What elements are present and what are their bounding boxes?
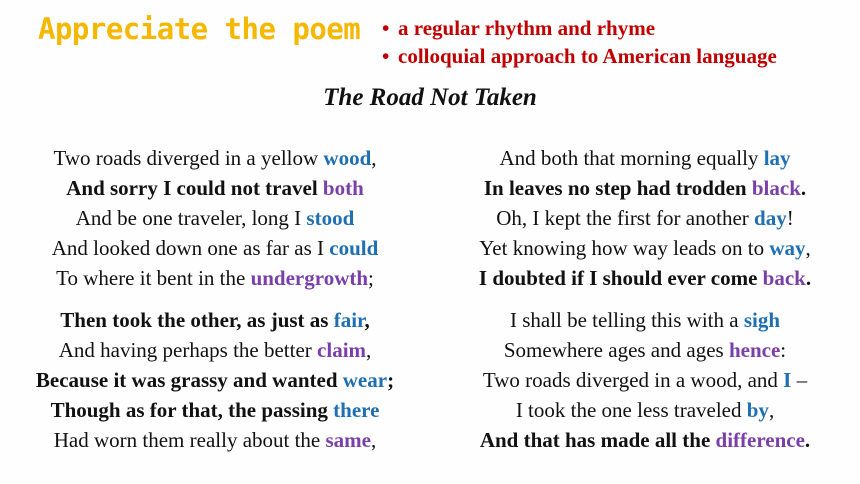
poem-line	[0, 143, 430, 173]
rhyme-word: by	[746, 398, 769, 422]
rhyme-word: back	[762, 266, 806, 290]
line-punctuation: .	[805, 266, 812, 290]
line-text: Yet knowing how way leads on to	[479, 236, 770, 260]
stanza-1	[0, 143, 430, 293]
line-punctuation: ;	[387, 368, 395, 392]
rhyme-word: way	[769, 236, 806, 260]
line-text: I took the one less traveled	[515, 398, 747, 422]
line-text: I doubted if I should ever come	[478, 266, 763, 290]
rhyme-word: both	[322, 176, 364, 200]
line-punctuation: !	[786, 206, 794, 230]
line-punctuation: ,	[805, 236, 811, 260]
rhyme-word: day	[754, 206, 787, 230]
line-text: Had worn them really about the	[53, 428, 326, 452]
stanza-4	[430, 305, 860, 455]
rhyme-word: could	[329, 236, 379, 260]
poem-line	[430, 305, 860, 335]
poem-line	[430, 143, 860, 173]
line-text: Though as for that, the passing	[50, 398, 334, 422]
line-punctuation: ,	[371, 146, 377, 170]
line-text: And be one traveler, long I	[75, 206, 307, 230]
rhyme-word: black	[751, 176, 801, 200]
poem-line	[0, 305, 430, 335]
bullet-item	[382, 14, 777, 42]
rhyme-word: lay	[763, 146, 791, 170]
line-punctuation: ,	[364, 308, 370, 332]
rhyme-word: stood	[306, 206, 355, 230]
line-text: I shall be telling this with a	[509, 308, 744, 332]
poem-line	[430, 173, 860, 203]
rhyme-word: sigh	[743, 308, 781, 332]
line-punctuation: .	[804, 428, 811, 452]
poem-line	[0, 203, 430, 233]
poem-line	[430, 233, 860, 263]
line-punctuation: –	[791, 368, 808, 392]
bullet-dot-icon: •	[382, 16, 390, 40]
rhyme-word: wear	[342, 368, 388, 392]
line-punctuation: ,	[366, 338, 372, 362]
line-text: And sorry I could not travel	[66, 176, 323, 200]
bullet-text: colloquial approach to American language	[398, 44, 777, 68]
poem-line	[0, 233, 430, 263]
poem-line	[0, 365, 430, 395]
stanza-2	[430, 143, 860, 293]
rhyme-word: undergrowth	[250, 266, 369, 290]
bullet-text: a regular rhythm and rhyme	[398, 16, 656, 40]
stanza-3	[0, 305, 430, 455]
line-punctuation: :	[780, 338, 787, 362]
line-punctuation: ,	[371, 428, 377, 452]
rhyme-word: hence	[728, 338, 781, 362]
line-text: Two roads diverged in a yellow	[53, 146, 324, 170]
rhyme-word: difference	[715, 428, 805, 452]
line-text: And both that morning equally	[499, 146, 764, 170]
poem-line	[0, 173, 430, 203]
line-text: Two roads diverged in a wood, and	[482, 368, 784, 392]
poem-line	[0, 425, 430, 455]
feature-bullets	[382, 14, 777, 70]
line-text: And that has made all the	[479, 428, 716, 452]
poem-line	[430, 203, 860, 233]
line-text: In leaves no step had trodden	[483, 176, 752, 200]
rhyme-word: same	[325, 428, 371, 452]
rhyme-word: claim	[317, 338, 367, 362]
line-text: And having perhaps the better	[58, 338, 318, 362]
poem-line	[0, 395, 430, 425]
line-text: And looked down one as far as I	[51, 236, 330, 260]
line-text: Because it was grassy and wanted	[35, 368, 343, 392]
poem-line	[0, 263, 430, 293]
poem-line	[430, 263, 860, 293]
line-text: Then took the other, as just as	[60, 308, 334, 332]
rhyme-word: wood	[323, 146, 372, 170]
line-punctuation: ,	[768, 398, 775, 422]
line-punctuation: ;	[368, 266, 374, 290]
line-text: To where it bent in the	[56, 266, 251, 290]
line-text: Oh, I kept the first for another	[496, 206, 755, 230]
poem-line	[430, 425, 860, 455]
rhyme-word: I	[783, 368, 792, 392]
poem-line	[430, 365, 860, 395]
poem-line	[0, 335, 430, 365]
poem-line	[430, 335, 860, 365]
slide-heading: Appreciate the poem	[38, 12, 361, 46]
poem-line	[430, 395, 860, 425]
rhyme-word: fair	[333, 308, 365, 332]
rhyme-word: there	[333, 398, 380, 422]
bullet-item	[382, 42, 777, 70]
line-text: Somewhere ages and ages	[503, 338, 729, 362]
poem-title: The Road Not Taken	[323, 84, 537, 111]
bullet-dot-icon: •	[382, 44, 390, 68]
line-punctuation: .	[800, 176, 807, 200]
